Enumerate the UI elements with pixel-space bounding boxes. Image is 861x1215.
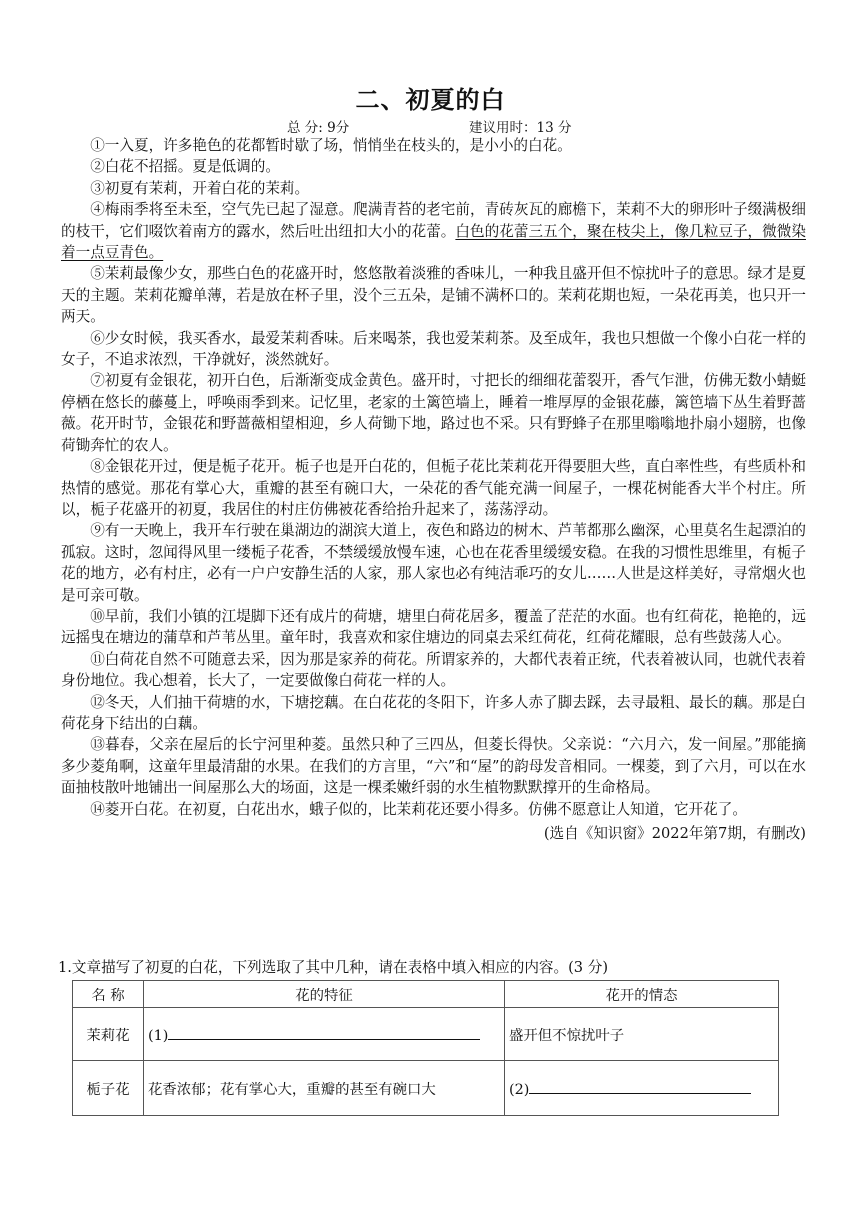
paragraph-6: ⑥少女时候，我买香水，最爱茉莉香味。后来喝茶，我也爱茉莉茶。及至成年，我也只想做一个像小白花一样的女子，不追求浓烈，干净就好，淡然就好。 [61,329,806,369]
paragraph-4 [61,199,806,263]
row1-name: 茉莉花 [73,1008,144,1061]
page-title: 二、初夏的白 [355,86,506,114]
row1-state: 盛开但不惊扰叶子 [505,1008,779,1061]
table-row [73,1008,779,1061]
header-name: 名 称 [73,981,144,1008]
paragraph-1: ①一入夏，许多艳色的花都暂时歇了场，悄悄坐在枝头的，是小小的白花。 [90,137,572,154]
paragraph-10: ⑩早前，我们小镇的江堤脚下还有成片的荷塘，塘里白荷花居多，覆盖了茫茫的水面。也有红荷花，艳艳的，远远摇曳在塘边的蒲草和芦苇丛里。童年时，我喜欢和家住塘边的同桌去采红荷花，红荷花耀眼，总有些鼓荡人心。 [61,607,806,647]
paragraph-5: ⑤茉莉最像少女，那些白色的花盛开时，悠悠散着淡雅的香味儿，一种我且盛开但不惊扰叶子的意思。绿才是夏天的主题。茉莉花瓣单薄，若是放在杯子里，没个三五朵，是铺不满杯口的。茉莉花期也短，一朵花再美，也只开一两天。 [61,265,806,326]
paragraph-9: ⑨有一天晚上，我开车行驶在巢湖边的湖滨大道上，夜色和路边的树木、芦苇都那么幽深，心里莫名生起漂泊的孤寂。这时，忽闻得风里一缕栀子花香，不禁缓缓放慢车速，心也在花香里缓缓安稳。在我的习惯性思维里，有栀子花的地方，必有村庄，必有一户户安静生活的人家，那人家也必有纯洁乖巧的女儿……人世是这样美好，寻常烟火也是可亲可敬。 [61,522,806,604]
paragraph-7: ⑦初夏有金银花，初开白色，后渐渐变成金黄色。盛开时，寸把长的细细花蕾裂开，香气乍泄，仿佛无数小蜻蜓停栖在悠长的藤蔓上，呼唤雨季到来。记忆里，老家的土篱笆墙上，睡着一堆厚厚的金银花藤，篱笆墙下丛生着野蔷薇。花开时节，金银花和野蔷薇相望相迎，乡人荷锄下地，路过也不采。只有野蜂子在那里嗡嗡地扑扇小翅膀，也像荷锄奔忙的农人。 [61,372,806,454]
suggested-time: 建议用时：13 分 [469,120,572,136]
article-body [61,135,806,844]
total-score: 总 分: 9分 [287,120,350,136]
table-header-row [73,981,779,1008]
header-state: 花开的情态 [505,981,779,1008]
question-1: 1.文章描写了初夏的白花，下列选取了其中几种，请在表格中填入相应的内容。(3 分) [58,959,609,976]
underlined-sentence: 白色的花蕾三五个，聚在枝尖上，像几粒豆子，微微染着一点豆青色。 [61,222,806,262]
row2-name: 栀子花 [73,1061,144,1116]
header-feature: 花的特征 [144,981,505,1008]
paragraph-4-text: ④梅雨季将至未至，空气先已起了湿意。爬满青苔的老宅前，青砖灰瓦的廊檐下，茉莉不大的卵形叶子缀满极细的枝干，它们啜饮着南方的露水，然后吐出纽扣大小的花蕾。 [61,201,806,240]
row1-feature-cell[interactable] [144,1008,505,1061]
blank-2-label: (2) [509,1081,530,1098]
paragraph-13: ⑬暮春，父亲在屋后的长宁河里种菱。虽然只种了三四丛，但菱长得快。父亲说：“六月六，发一间屋。”那能摘多少菱角啊，这童年里最清甜的水果。在我们的方言里，“六”和“屋”的韵母发音相同。一棵菱，到了六月，可以在水面抽枝散叶地铺出一间屋那么大的场面，这是一棵柔嫩纤弱的水生植物默默撑开的生命格局。 [61,736,806,797]
blank-1-label: (1) [148,1027,169,1044]
source-citation: (选自《知识窗》2022年第7期，有删改) [543,825,806,842]
answer-blank-1[interactable] [168,1025,480,1040]
row2-state-cell[interactable] [505,1061,779,1116]
paragraph-8: ⑧金银花开过，便是栀子花开。栀子也是开白花的，但栀子花比茉莉花开得要胆大些，直白率性些，有些质朴和热情的感觉。那花有掌心大，重瓣的甚至有碗口大，一朵花的香气能充满一间屋子，一棵花树能香大半个村庄。所以，栀子花盛开的初夏，我居住的村庄仿佛被花香给抬升起来了，荡荡浮动。 [61,458,806,518]
paragraph-12: ⑫冬天，人们抽干荷塘的水，下塘挖藕。在白花花的冬阳下，许多人赤了脚去踩，去寻最粗、最长的藕。那是白荷花身下结出的白藕。 [61,693,806,732]
paragraph-2: ②白花不招摇。夏是低调的。 [90,158,280,176]
paragraph-11: ⑪白荷花自然不可随意去采，因为那是家养的荷花。所谓家养的，大都代表着正统，代表着被认同，也就代表着身份地位。我心想着，长大了，一定要做像白荷花一样的人。 [61,650,806,690]
table-row [73,1061,779,1116]
answer-blank-2[interactable] [529,1079,751,1094]
paragraph-3: ③初夏有茉莉，开着白花的茉莉。 [90,179,310,197]
paragraph-14: ⑭菱开白花。在初夏，白花出水，蛾子似的，比茉莉花还要小得多。仿佛不愿意让人知道，它开花了。 [90,800,747,818]
row2-feature: 花香浓郁；花有掌心大，重瓣的甚至有碗口大 [144,1061,505,1116]
answer-table [72,980,779,1116]
